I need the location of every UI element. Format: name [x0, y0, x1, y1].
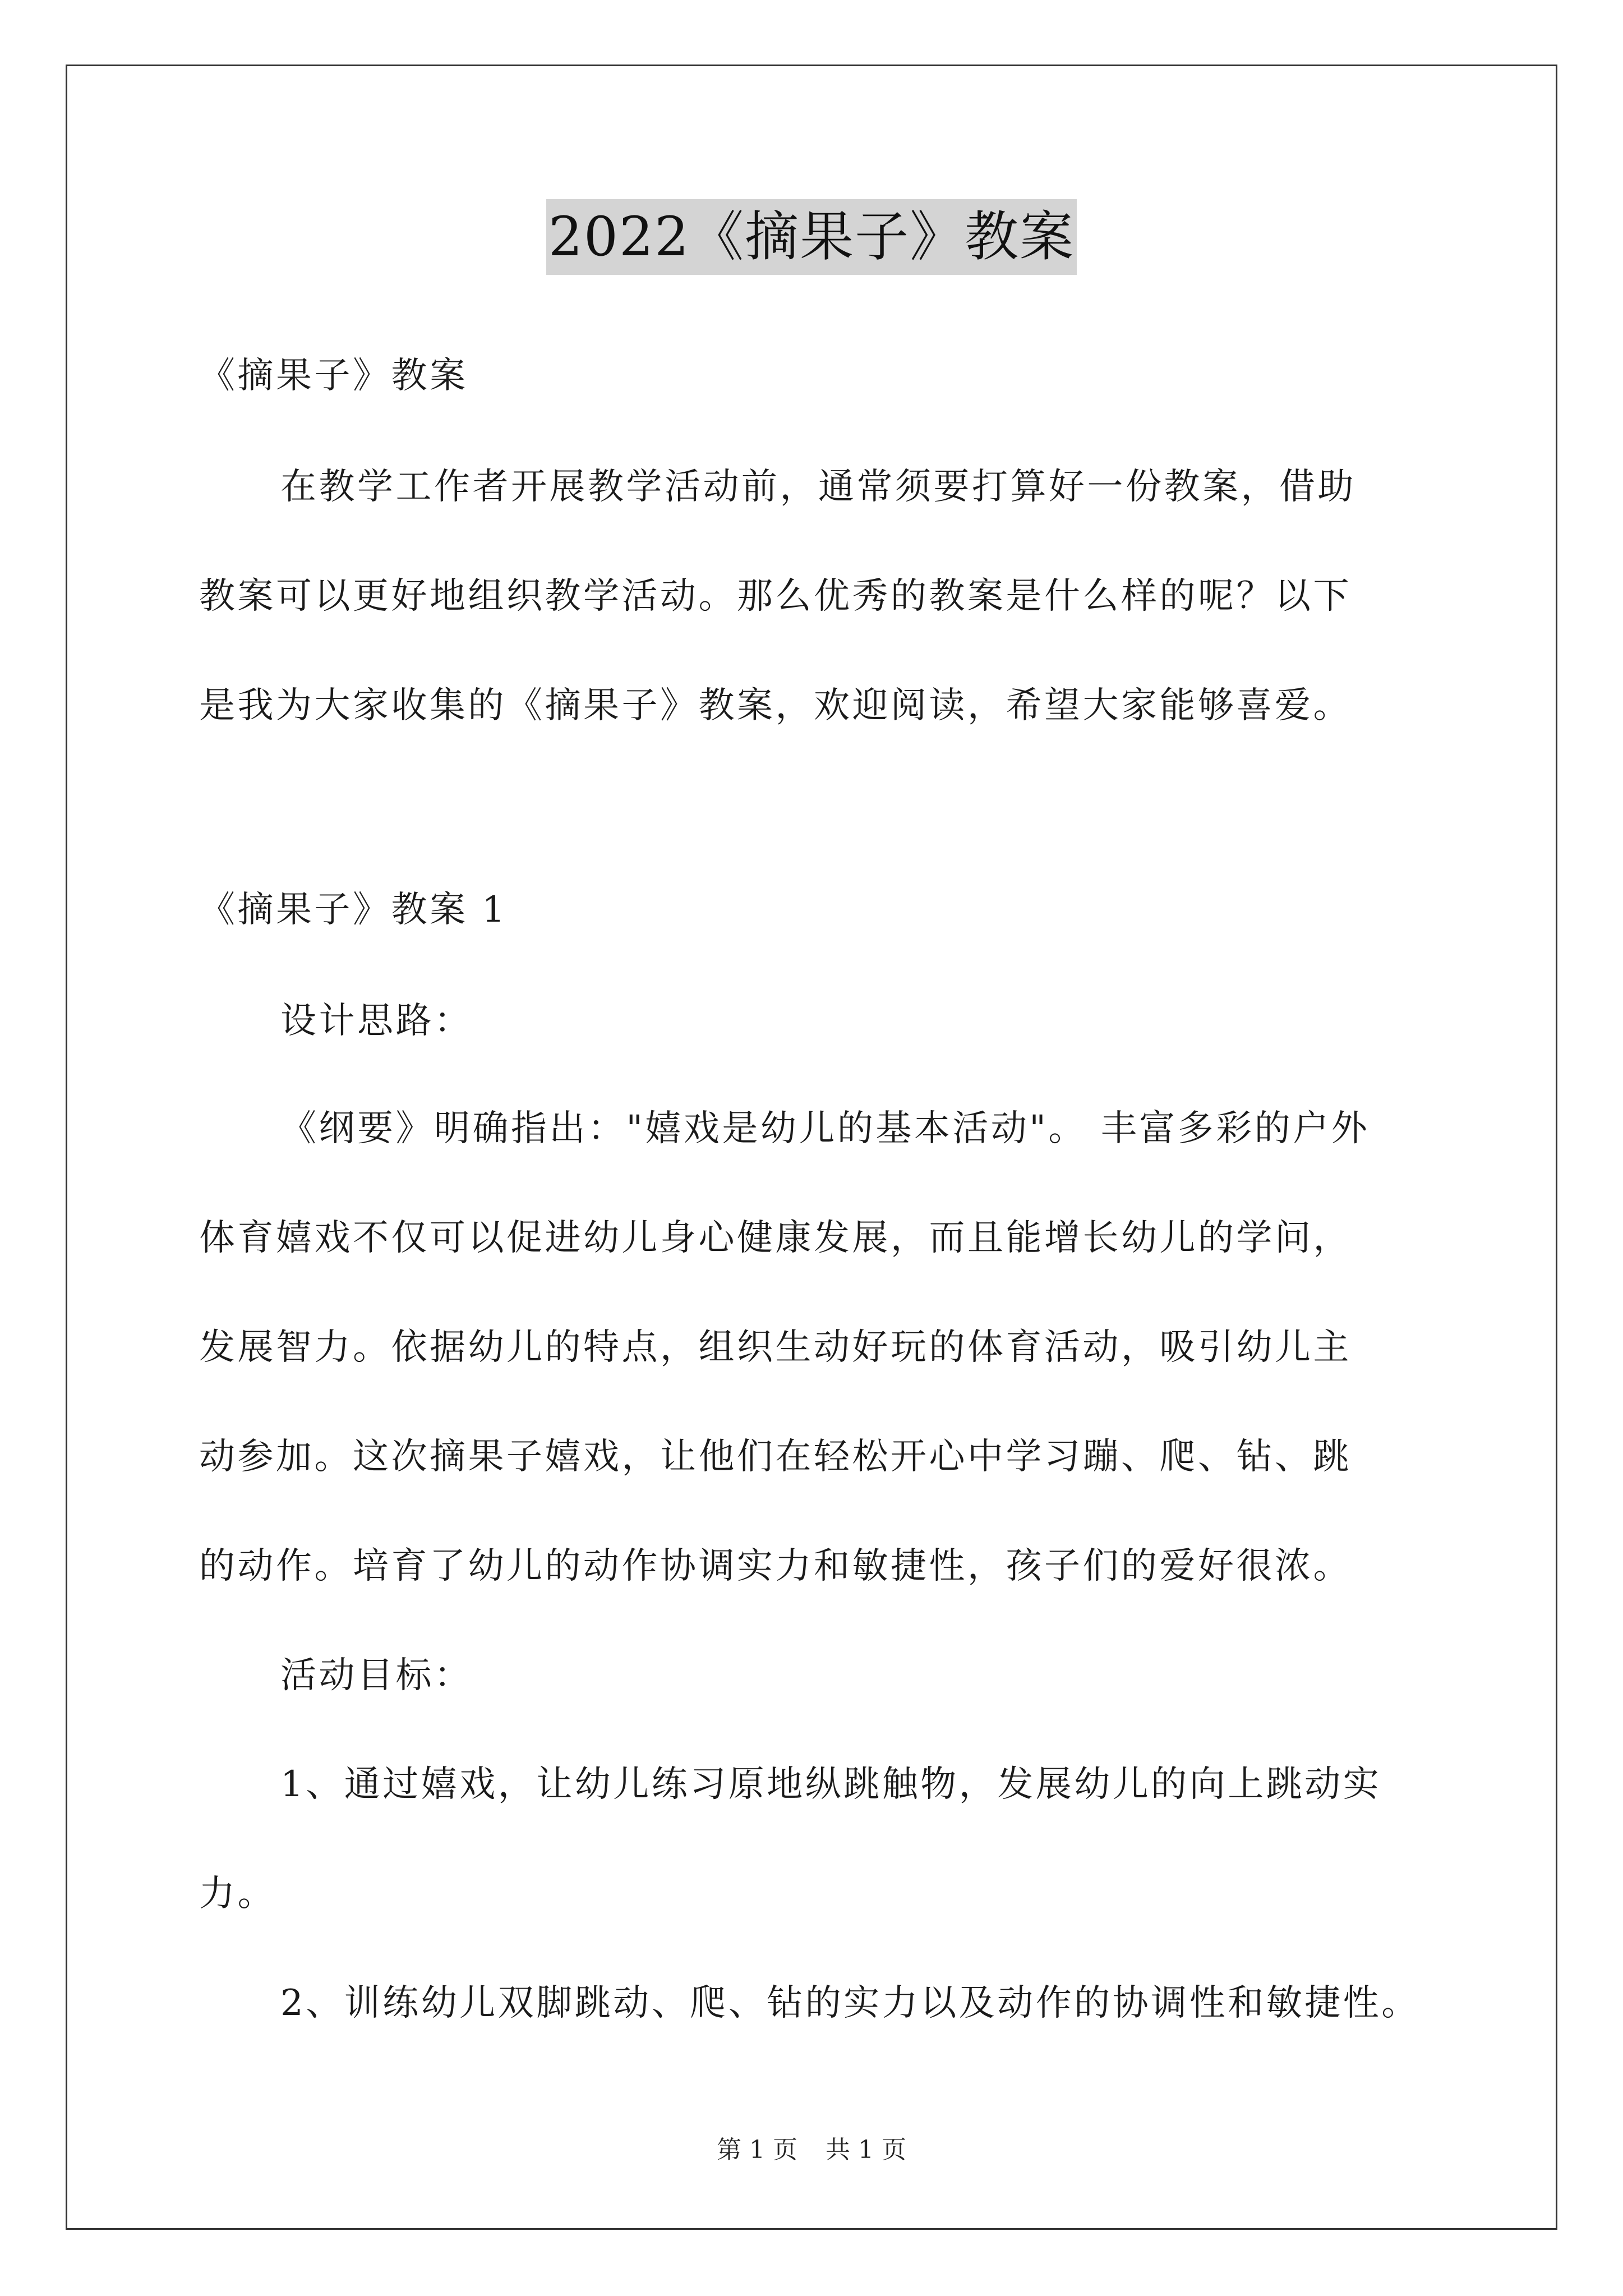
- intro-paragraph-line: 是我为大家收集的《摘果子》教案，欢迎阅读，希望大家能够喜爱。: [199, 685, 1352, 726]
- page-title: 2022《摘果子》教案: [546, 199, 1077, 275]
- page-footer: [0, 2134, 1623, 2166]
- design-paragraph-line: 动参加。这次摘果子嬉戏，让他们在轻松开心中学习蹦、爬、钻、跳: [199, 1436, 1352, 1478]
- design-paragraph-line: 《纲要》明确指出："嬉戏是幼儿的基本活动"。 丰富多彩的户外: [280, 1108, 1370, 1149]
- design-idea-heading: 设计思路：: [280, 1000, 473, 1042]
- objective-line: 2、训练幼儿双脚跳动、爬、钻的实力以及动作的协调性和敏捷性。: [280, 1982, 1420, 2024]
- section-heading: 《摘果子》教案 1: [199, 889, 508, 931]
- subtitle-line: 《摘果子》教案: [199, 355, 468, 397]
- objective-line: 力。: [199, 1873, 276, 1915]
- intro-paragraph-line: 在教学工作者开展教学活动前，通常须要打算好一份教案，借助: [280, 466, 1356, 508]
- total-pages: 共 1 页: [826, 2136, 906, 2164]
- design-paragraph-line: 体育嬉戏不仅可以促进幼儿身心健康发展，而且能增长幼儿的学问，: [199, 1217, 1352, 1259]
- objective-line: 1、通过嬉戏，让幼儿练习原地纵跳触物，发展幼儿的向上跳动实: [280, 1764, 1382, 1805]
- design-paragraph-line: 的动作。培育了幼儿的动作协调实力和敏捷性，孩子们的爱好很浓。: [199, 1545, 1352, 1587]
- title-container: [0, 199, 1623, 275]
- design-paragraph-line: 发展智力。依据幼儿的特点，组织生动好玩的体育活动，吸引幼儿主: [199, 1327, 1352, 1368]
- intro-paragraph-line: 教案可以更好地组织教学活动。那么优秀的教案是什么样的呢？以下: [199, 576, 1352, 617]
- objectives-heading: 活动目标：: [280, 1655, 473, 1696]
- page-number: 第 1 页: [717, 2136, 797, 2164]
